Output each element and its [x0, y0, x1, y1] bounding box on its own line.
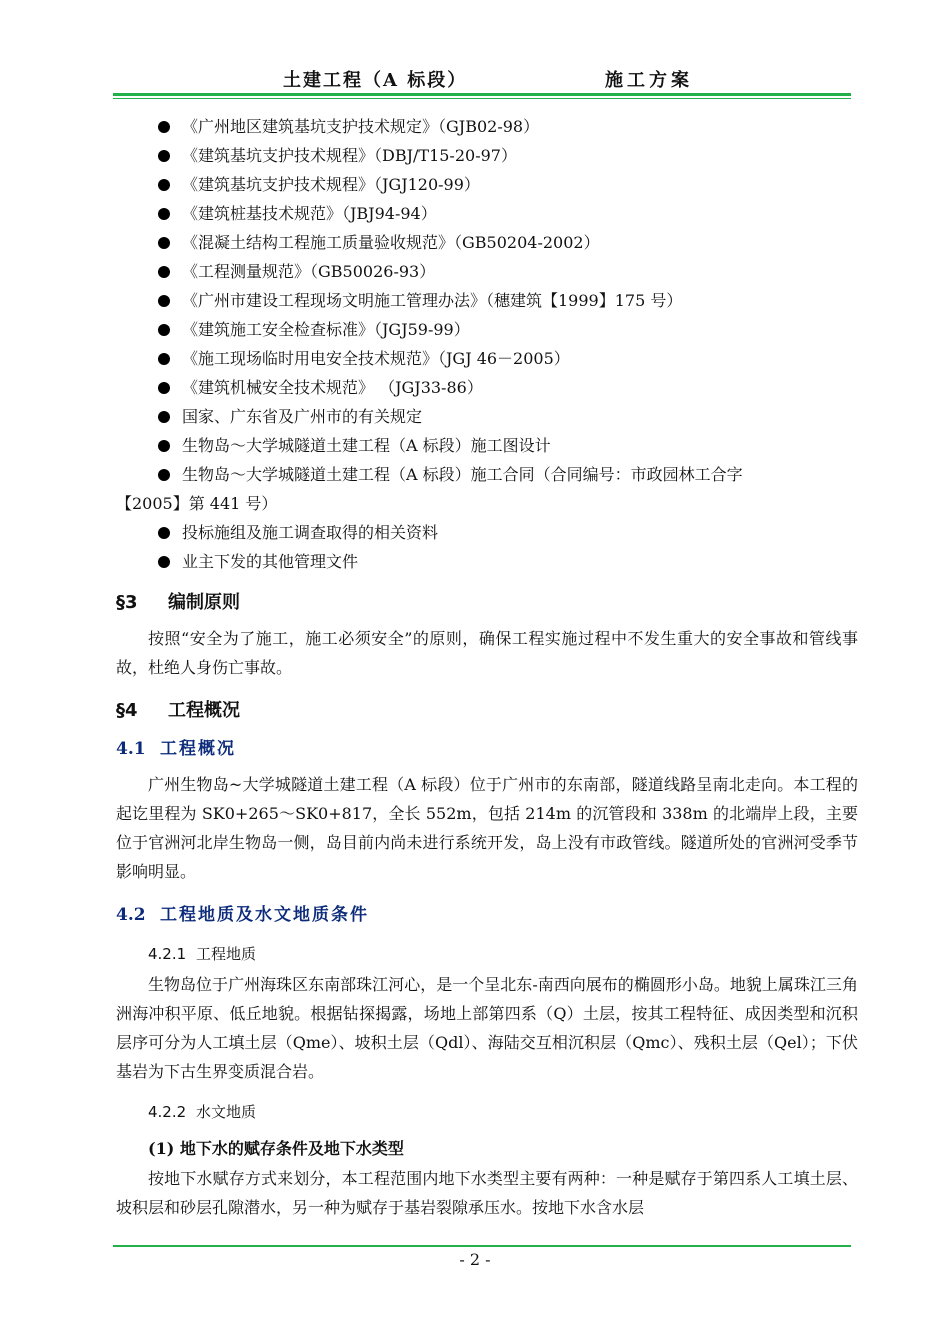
header-rule-thin [113, 98, 851, 99]
list-item: 《建筑基坑支护技术规程》（DBJ/T15-20-97） [116, 141, 858, 170]
geology-paragraph: 生物岛位于广州海珠区东南部珠江河心，是一个呈北东-南西向展布的椭圆形小岛。地貌上属珠江三角洲海冲积平原、低丘地貌。根据钻探揭露，场地上部第四系（Q）土层，按其工程特征、成因类型和沉积层序可分为人工填土层（Qme）、坡积土层（Qdl）、海陆交互相沉积层（Qmc）、残积土层（Qel）；下伏基岩为下古生界变质混合岩。 [116, 975, 858, 1081]
bullet-icon [158, 237, 170, 249]
section-heading-principles: §3 编制原则 [116, 592, 240, 613]
overview-paragraph: 广州生物岛~大学城隧道土建工程（A 标段）位于广州市的东南部，隧道线路呈南北走向。本工程的起讫里程为 SK0+265～SK0+817，全长 552m，包括 214m 的沉管段和 338m 的北端岸上段，主要位于官洲河北岸生物岛一侧，岛目前内尚未进行系统开发，岛上没有市政管线。隧道所处的官洲河受季节影响明显。 [116, 775, 858, 881]
bullet-icon [158, 411, 170, 423]
list-item: 《工程测量规范》（GB50026-93） [116, 257, 858, 286]
heading-engineering-geology: 4.2.1 工程地质 [148, 945, 257, 963]
list-item: 《混凝土结构工程施工质量验收规范》（GB50204-2002） [116, 228, 858, 257]
list-item: 投标施组及施工调查取得的相关资料 [116, 518, 858, 547]
page-header [113, 66, 851, 96]
page-content [116, 112, 858, 1222]
section-heading-overview: §4 工程概况 [116, 700, 240, 721]
bullet-icon [158, 150, 170, 162]
bullet-icon [158, 469, 170, 481]
footer-rule [113, 1245, 851, 1247]
subsection-heading-geology: 4.2 工程地质及水文地质条件 [116, 905, 369, 925]
bullet-icon [158, 295, 170, 307]
header-rule [113, 93, 851, 96]
bullet-icon [158, 382, 170, 394]
list-item: 国家、广东省及广州市的有关规定 [116, 402, 858, 431]
list-item: 《广州市建设工程现场文明施工管理办法》（穗建筑【1999】175 号） [116, 286, 858, 315]
bullet-icon [158, 527, 170, 539]
bullet-icon [158, 556, 170, 568]
list-item: 《建筑基坑支护技术规程》（JGJ120-99） [116, 170, 858, 199]
list-item: 《建筑机械安全技术规范》 （JGJ33-86） [116, 373, 858, 402]
bullet-icon [158, 208, 170, 220]
list-item: 生物岛～大学城隧道土建工程（A 标段）施工图设计 [116, 431, 858, 460]
header-project-title: 土建工程（A 标段） [283, 70, 468, 91]
bullet-icon [158, 266, 170, 278]
bullet-icon [158, 121, 170, 133]
reference-list [116, 112, 858, 576]
page-number: - 2 - [459, 1250, 491, 1269]
list-item: 《建筑桩基技术规范》（JBJ94-94） [116, 199, 858, 228]
list-item: 《建筑施工安全检查标准》（JGJ59-99） [116, 315, 858, 344]
groundwater-paragraph: 按地下水赋存方式来划分，本工程范围内地下水类型主要有两种：一种是赋存于第四系人工填土层、坡积层和砂层孔隙潜水，另一种为赋存于基岩裂隙承压水。按地下水含水层 [116, 1169, 858, 1217]
heading-hydrogeology: 4.2.2 水文地质 [148, 1103, 257, 1121]
principles-paragraph: 按照“安全为了施工，施工必须安全”的原则，确保工程实施过程中不发生重大的安全事故和管线事故，杜绝人身伤亡事故。 [116, 629, 858, 677]
list-item: 生物岛～大学城隧道土建工程（A 标段）施工合同（合同编号：市政园林工合字 【2005】第 441 号） [116, 465, 743, 513]
bullet-icon [158, 353, 170, 365]
list-item: 业主下发的其他管理文件 [116, 547, 858, 576]
list-item: 《广州地区建筑基坑支护技术规定》（GJB02-98） [116, 112, 858, 141]
heading-groundwater-types: (1) 地下水的赋存条件及地下水类型 [148, 1139, 404, 1158]
bullet-icon [158, 179, 170, 191]
bullet-icon [158, 440, 170, 452]
bullet-icon [158, 324, 170, 336]
subsection-heading-overview: 4.1 工程概况 [116, 739, 236, 759]
list-item: 《施工现场临时用电安全技术规范》（JGJ 46－2005） [116, 344, 858, 373]
header-document-type: 施工方案 [605, 70, 693, 91]
